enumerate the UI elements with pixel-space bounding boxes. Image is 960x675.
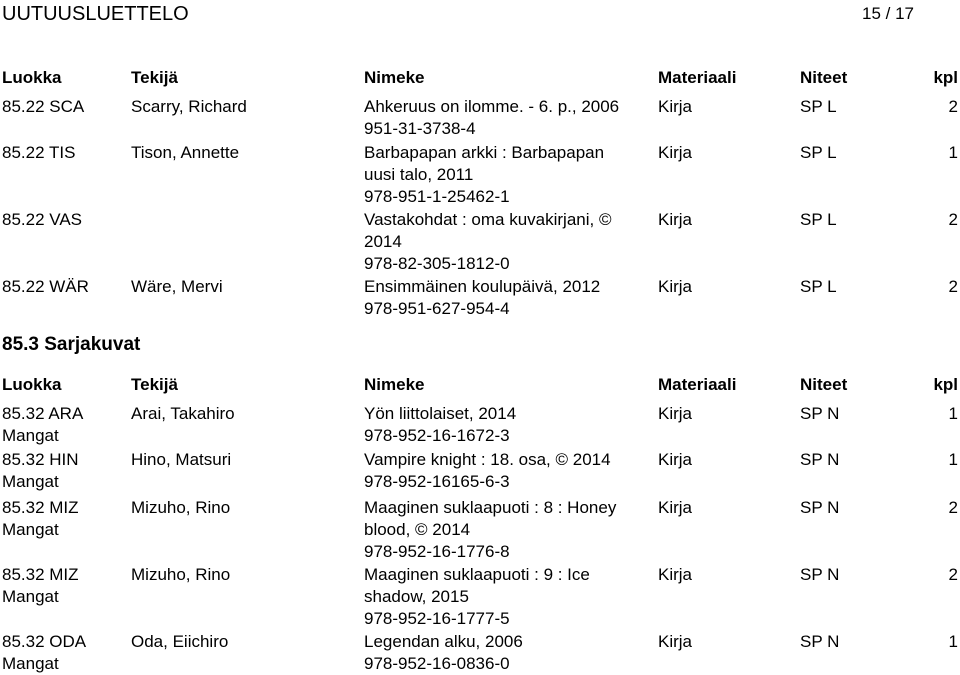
cell-nimeke-line: 978-952-16-1776-8 bbox=[364, 542, 510, 561]
cell-nimeke bbox=[364, 449, 611, 493]
cell-materiaali: Kirja bbox=[658, 404, 693, 423]
cell-tekija: Scarry, Richard bbox=[131, 97, 247, 116]
cell-nimeke bbox=[364, 209, 612, 275]
cell-materiaali: Kirja bbox=[658, 450, 693, 469]
cell-luokka bbox=[2, 403, 83, 447]
cell-niteet: SP N bbox=[800, 565, 840, 584]
cell-tekija: Arai, Takahiro bbox=[131, 404, 235, 423]
page-number: 15 / 17 bbox=[862, 4, 914, 23]
cell-tekija: Wäre, Mervi bbox=[131, 277, 223, 296]
cell-luokka-line: 85.32 MIZ bbox=[2, 498, 79, 517]
cell-luokka bbox=[2, 209, 82, 231]
cell-nimeke-line: Legendan alku, 2006 bbox=[364, 632, 523, 651]
cell-nimeke-line: shadow, 2015 bbox=[364, 587, 469, 606]
cell-luokka bbox=[2, 276, 89, 298]
cell-nimeke-line: 978-952-16165-6-3 bbox=[364, 472, 510, 491]
cell-nimeke-line: Ensimmäinen koulupäivä, 2012 bbox=[364, 277, 601, 296]
cell-nimeke bbox=[364, 564, 590, 630]
cell-nimeke-line: 2014 bbox=[364, 232, 402, 251]
cell-nimeke-line: 978-82-305-1812-0 bbox=[364, 254, 510, 273]
cell-nimeke-line: 978-952-16-1672-3 bbox=[364, 426, 510, 445]
cell-nimeke-line: Barbapapan arkki : Barbapapan bbox=[364, 143, 605, 162]
column-header-kpl: kpl bbox=[933, 68, 958, 87]
cell-kpl: 2 bbox=[948, 97, 958, 116]
cell-luokka bbox=[2, 564, 79, 608]
cell-luokka bbox=[2, 497, 79, 541]
cell-luokka-line: 85.22 TIS bbox=[2, 143, 76, 162]
cell-luokka-line: 85.32 MIZ bbox=[2, 565, 79, 584]
cell-materiaali: Kirja bbox=[658, 632, 693, 651]
cell-nimeke-line: 978-951-627-954-4 bbox=[364, 299, 510, 318]
page-title: UUTUUSLUETTELO bbox=[2, 3, 189, 25]
cell-niteet: SP N bbox=[800, 498, 840, 517]
cell-kpl: 1 bbox=[948, 404, 958, 423]
cell-nimeke bbox=[364, 96, 619, 140]
cell-materiaali: Kirja bbox=[658, 277, 693, 296]
cell-tekija: Tison, Annette bbox=[131, 143, 240, 162]
column-header-luokka: Luokka bbox=[2, 68, 62, 87]
cell-luokka-line: 85.32 ARA bbox=[2, 404, 84, 423]
cell-nimeke-line: 951-31-3738-4 bbox=[364, 119, 476, 138]
cell-tekija: Hino, Matsuri bbox=[131, 450, 232, 469]
cell-nimeke-line: Yön liittolaiset, 2014 bbox=[364, 404, 517, 423]
cell-nimeke bbox=[364, 142, 604, 208]
column-header-tekija: Tekijä bbox=[131, 375, 178, 394]
cell-nimeke bbox=[364, 631, 523, 675]
cell-kpl: 1 bbox=[948, 632, 958, 651]
cell-niteet: SP L bbox=[800, 97, 837, 116]
cell-nimeke bbox=[364, 497, 616, 563]
cell-niteet: SP N bbox=[800, 450, 840, 469]
cell-nimeke-line: Vampire knight : 18. osa, © 2014 bbox=[364, 450, 611, 469]
cell-niteet: SP N bbox=[800, 632, 840, 651]
cell-luokka-line: Mangat bbox=[2, 587, 59, 606]
column-header-tekija: Tekijä bbox=[131, 68, 178, 87]
cell-tekija: Oda, Eiichiro bbox=[131, 632, 229, 651]
cell-nimeke-line: Maaginen suklaapuoti : 8 : Honey bbox=[364, 498, 617, 517]
cell-kpl: 2 bbox=[948, 565, 958, 584]
column-header-luokka: Luokka bbox=[2, 375, 62, 394]
column-header-kpl: kpl bbox=[933, 375, 958, 394]
cell-niteet: SP L bbox=[800, 277, 837, 296]
cell-luokka-line: 85.22 SCA bbox=[2, 97, 85, 116]
cell-kpl: 2 bbox=[948, 498, 958, 517]
cell-luokka-line: 85.22 VAS bbox=[2, 210, 83, 229]
cell-luokka bbox=[2, 449, 79, 493]
cell-nimeke-line: 978-952-16-0836-0 bbox=[364, 654, 510, 673]
cell-luokka-line: Mangat bbox=[2, 472, 59, 491]
cell-materiaali: Kirja bbox=[658, 565, 693, 584]
cell-nimeke-line: Maaginen suklaapuoti : 9 : Ice bbox=[364, 565, 590, 584]
cell-luokka-line: 85.32 ODA bbox=[2, 632, 87, 651]
column-header-niteet: Niteet bbox=[800, 375, 848, 394]
cell-luokka-line: 85.32 HIN bbox=[2, 450, 79, 469]
column-header-nimeke: Nimeke bbox=[364, 375, 425, 394]
cell-kpl: 2 bbox=[948, 277, 958, 296]
cell-niteet: SP L bbox=[800, 210, 837, 229]
cell-materiaali: Kirja bbox=[658, 498, 693, 517]
cell-luokka-line: Mangat bbox=[2, 426, 59, 445]
cell-nimeke-line: uusi talo, 2011 bbox=[364, 165, 474, 184]
cell-tekija: Mizuho, Rino bbox=[131, 498, 231, 517]
cell-nimeke-line: Ahkeruus on ilomme. - 6. p., 2006 bbox=[364, 97, 620, 116]
cell-nimeke bbox=[364, 276, 600, 320]
cell-kpl: 2 bbox=[948, 210, 958, 229]
cell-nimeke-line: 978-952-16-1777-5 bbox=[364, 609, 510, 628]
cell-materiaali: Kirja bbox=[658, 210, 693, 229]
cell-tekija: Mizuho, Rino bbox=[131, 565, 231, 584]
cell-niteet: SP N bbox=[800, 404, 840, 423]
cell-nimeke bbox=[364, 403, 516, 447]
cell-kpl: 1 bbox=[948, 143, 958, 162]
cell-luokka bbox=[2, 142, 75, 164]
cell-luokka-line: Mangat bbox=[2, 654, 59, 673]
cell-luokka-line: Mangat bbox=[2, 520, 59, 539]
column-header-materiaali: Materiaali bbox=[658, 68, 737, 87]
cell-materiaali: Kirja bbox=[658, 97, 693, 116]
cell-materiaali: Kirja bbox=[658, 143, 693, 162]
cell-nimeke-line: 978-951-1-25462-1 bbox=[364, 187, 510, 206]
column-header-materiaali: Materiaali bbox=[658, 375, 737, 394]
cell-luokka bbox=[2, 96, 84, 118]
cell-kpl: 1 bbox=[948, 450, 958, 469]
section-title: 85.3 Sarjakuvat bbox=[2, 334, 141, 355]
cell-nimeke-line: Vastakohdat : oma kuvakirjani, © bbox=[364, 210, 612, 229]
cell-nimeke-line: blood, © 2014 bbox=[364, 520, 471, 539]
cell-luokka-line: 85.22 WÄR bbox=[2, 277, 89, 296]
column-header-niteet: Niteet bbox=[800, 68, 848, 87]
cell-luokka bbox=[2, 631, 86, 675]
column-header-nimeke: Nimeke bbox=[364, 68, 425, 87]
cell-niteet: SP L bbox=[800, 143, 837, 162]
